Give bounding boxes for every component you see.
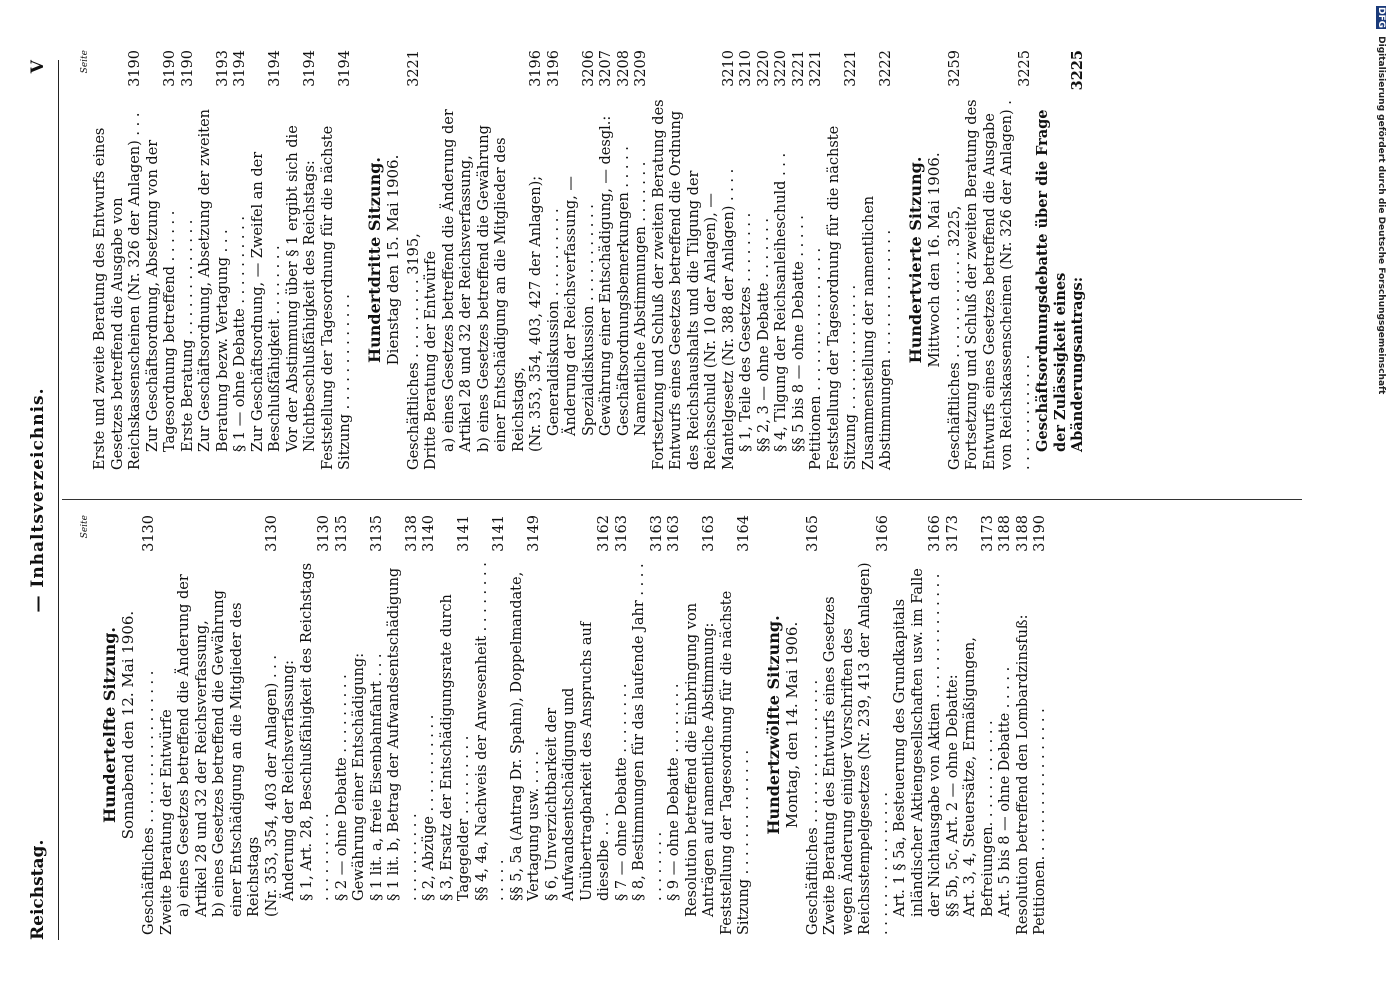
toc-entry-page: 3138	[403, 515, 420, 552]
toc-entry-text: §§ 2, 3 — ohne Debatte . . . . . . .	[755, 218, 772, 452]
toc-entry-text: § 1 lit. b, Betrag der Aufwandsentschädigung . . . . . . . . . .	[386, 567, 420, 901]
toc-entry-text: Geschäftsordnungsbemerkungen . . . . .	[615, 146, 632, 436]
toc-entry-page: 3210	[720, 50, 737, 87]
column-divider	[62, 499, 1302, 500]
toc-entry-text: Geschäftliches . . . . . . . . . . . . . . . .	[804, 679, 821, 935]
toc-entry-page: 3135	[368, 515, 385, 552]
toc-entry-text: Zur Geschäftsordnung, Absetzung von der Tagesordnung betreffend . . . . . .	[144, 139, 178, 452]
toc-entry	[176, 515, 211, 935]
toc-entry	[616, 50, 634, 470]
toc-entry	[947, 50, 965, 470]
toc-entry-text: Zweite Beratung der Entwürfe	[158, 709, 175, 935]
toc-entry-page: 3225	[1016, 50, 1033, 87]
toc-entry-page: 3190	[179, 50, 196, 87]
toc-entry-page: 3163	[666, 515, 682, 552]
toc-entry	[232, 50, 250, 470]
toc-entry	[320, 50, 355, 470]
toc-entry-text: Geschäftsordnungsdebatte über die Frage der Zulässigkeit eines Abänderungsantrags:	[1034, 109, 1086, 452]
toc-entry-text: § 8, Bestimmungen für das laufende Jahr . . . . . . . . . . . .	[631, 563, 665, 901]
toc-entry	[805, 515, 823, 935]
toc-entry-page: 3220	[755, 50, 772, 87]
toc-entry-page: 3140	[421, 515, 437, 552]
toc-entry	[439, 515, 474, 935]
toc-entry-page: 3196	[528, 50, 544, 87]
toc-entry-text: Generaldiskussion . . . . . . . . . .	[545, 208, 562, 436]
toc-entry	[474, 515, 509, 935]
toc-entry-page: 3220	[773, 50, 789, 87]
dfg-logo: DFG	[1376, 7, 1386, 29]
toc-entry-text: Namentliche Abstimmungen . . . . . . .	[633, 161, 649, 436]
session-date: Montag, den 14. Mai 1906.	[782, 621, 801, 829]
toc-entry-text: Zur Geschäftsordnung, — Zweifel an der Beschlußfähigkeit . . . . . . . .	[249, 151, 283, 452]
toc-entry-text: § 9 — ohne Debatte . . . . . . . .	[666, 683, 682, 901]
toc-entry-page: 3162	[596, 515, 612, 552]
toc-entry	[1034, 50, 1087, 470]
toc-entry	[1032, 515, 1050, 935]
toc-entry	[476, 50, 529, 470]
header-left: Reichstag.	[28, 839, 48, 940]
toc-entry-page: 3221	[808, 50, 824, 87]
seite-label: Seite	[80, 50, 90, 74]
toc-entry	[997, 515, 1015, 935]
toc-entry-text: Vor der Abstimmung über § 1 ergibt sich die Nichtbeschlußfähigkeit des Reichstags:	[284, 125, 318, 452]
toc-entry	[719, 515, 754, 935]
toc-entry-page: 3259	[946, 50, 963, 87]
toc-entry	[92, 50, 145, 470]
toc-entry-text: §§ 5b, 5c, Art. 2 — ohne Debatte:	[944, 674, 961, 917]
toc-entry-page: 3190	[1032, 515, 1048, 552]
toc-entry-text: Geschäftliches . . . . . . . . . 3195,	[405, 233, 422, 470]
toc-entry-page: 3130	[316, 515, 332, 552]
toc-entry-page: 3208	[615, 50, 632, 87]
toc-entry-page: 3225	[1069, 50, 1086, 91]
toc-entry	[826, 50, 861, 470]
toc-entry-text: Feststellung der Tagesordnung für die nächste Sitzung . . . . . . . . . . . . . .	[825, 125, 859, 470]
toc-entry-text: § 1 — ohne Debatte . . . . . . . . . .	[232, 216, 248, 452]
header-rule	[58, 60, 59, 940]
toc-entry-text: Art. 1 § 5a, Besteuerung des Grundkapitals inländischer Aktiengesellschaften usw. im Falle der Nichtausgabe von Aktien . . . . . . . . . . . . . .	[892, 568, 943, 917]
toc-entry-text: (Nr. 353, 354, 403, 427 der Anlagen);	[528, 175, 544, 452]
toc-entry-text: § 1, Art. 28, Beschlußfähigkeit des Reichstags . . . . . . . . . .	[298, 562, 332, 901]
toc-entry-page: 3207	[598, 50, 614, 87]
seite-label: Seite	[80, 515, 90, 539]
header-title: — Inhaltsverzeichnis.	[28, 387, 48, 613]
toc-entry-text: Geschäftliches . . . . . . . . . . . . . . . . .	[141, 670, 157, 935]
toc-entry	[892, 515, 945, 935]
toc-entry-text: Geschäftliches . . . . . . . . . . . . 3225,	[946, 205, 963, 470]
session-heading: Hundertvierte Sitzung.	[905, 156, 925, 364]
credit-line	[1372, 6, 1386, 986]
toc-entry-page: 3166	[874, 515, 891, 552]
toc-entry-page: 3163	[701, 515, 717, 552]
toc-entry-page: 3164	[736, 515, 752, 552]
toc-entry-page: 3222	[878, 50, 894, 87]
toc-entry	[563, 50, 598, 470]
toc-entry	[773, 50, 791, 470]
toc-entry	[406, 50, 424, 470]
right-column	[80, 50, 1087, 470]
toc-entry-text: Gewährung einer Entschädigung, — desgl.:	[598, 115, 614, 436]
page-number: V	[28, 60, 48, 74]
toc-entry-text: Feststellung der Tagesordnung für die nächste Sitzung . . . . . . . . . . . . .	[319, 125, 353, 470]
toc-entry-text: § 1, Teile des Gesetzes . . . . . . . .	[738, 212, 754, 452]
toc-entry-page: 3194	[232, 50, 248, 87]
toc-entry-text: §§ 5, 5a (Antrag Dr. Spahn), Doppelmandate, Vertagung usw. . . . .	[508, 571, 542, 901]
toc-entry	[421, 515, 439, 935]
toc-entry-page: 3190	[162, 50, 178, 87]
page-header	[28, 60, 50, 940]
toc-entry-text: §§ 4, 4a, Nachweis der Anwesenheit . . . . . . . . . . . . .	[473, 562, 507, 901]
toc-entry-page: 3188	[997, 515, 1013, 552]
toc-entry-text: Resolution betreffend die Einbringung von Anträgen auf namentliche Abstimmung:	[683, 602, 717, 917]
toc-entry	[651, 50, 739, 470]
toc-entry-text: Erste und zweite Beratung des Entwurfs eines Gesetzes betreffend die Ausgabe von Reichskassenscheinen (Nr. 326 der Anlagen) . . .	[92, 112, 143, 470]
toc-entry-text: Gewährung einer Entschädigung:	[351, 652, 367, 901]
toc-entry	[285, 50, 320, 470]
toc-entry-page: 3206	[580, 50, 597, 87]
toc-entry	[964, 50, 1034, 470]
toc-entry	[369, 515, 387, 935]
toc-entry	[299, 515, 334, 935]
toc-entry-text: Zur Geschäftsordnung, Absetzung der zweiten Beratung bezw. Vertagung . . .	[197, 109, 231, 452]
toc-entry-page: 3196	[545, 50, 562, 87]
toc-entry	[631, 515, 666, 935]
session-date: Mittwoch den 16. Mai 1906.	[924, 152, 943, 368]
toc-entry	[423, 50, 441, 470]
toc-entry-text: Petitionen . . . . . . . . . . . . . . . .	[808, 247, 824, 470]
toc-entry-page: 3130	[141, 515, 157, 552]
toc-entry-text: §§ 5 bis 8 — ohne Debatte . . . . .	[790, 215, 807, 452]
toc-entry-text: (Nr. 353, 354, 403 der Anlagen) . . .	[263, 655, 280, 917]
toc-entry-text: a) eines Gesetzes betreffend die Änderung der Artikel 28 und 32 der Reichsverfassung,	[440, 109, 474, 452]
toc-entry	[962, 515, 997, 935]
toc-entry-page: 3210	[738, 50, 754, 87]
toc-entry	[386, 515, 421, 935]
toc-entry	[791, 50, 809, 470]
toc-entry-page: 3221	[843, 50, 859, 87]
toc-entry-text: Fortsetzung und Schluß der zweiten Beratung des Entwurfs eines Gesetzes betreffend die Ausgabe von Reichskassenscheinen (Nr. 326 der Anlagen) . . . . . . . . . . . . . .	[964, 99, 1033, 470]
toc-entry-page: 3163	[648, 515, 665, 552]
toc-entry-text: Fortsetzung und Schluß der zweiten Beratung des Entwurfs eines Gesetzes betreffend die Ordnung des Reichshaushalts und die Tilgung der Reichsschuld (Nr. 10 der Anlagen), — Mantelgesetz (Nr. 388 der Anlagen) . . . .	[650, 99, 737, 470]
toc-entry-text: Art. 3, 4, Steuersätze, Ermäßigungen, Befreiungen. . . . . . . . . . . .	[962, 637, 996, 917]
toc-entry	[756, 50, 774, 470]
toc-entry	[264, 515, 282, 935]
toc-entry	[1015, 515, 1033, 935]
toc-entry-text: Petitionen. . . . . . . . . . . . . . . . .	[1032, 708, 1048, 935]
toc-entry-page: 3149	[526, 515, 542, 552]
toc-entry-text: Änderung der Reichsverfassung:	[281, 659, 297, 901]
toc-entry	[544, 515, 614, 935]
toc-entry-text: Dritte Beratung der Entwürfe	[423, 250, 439, 470]
toc-entry	[633, 50, 651, 470]
toc-entry-text: Änderung der Reichsverfassung, — Spezialdiskussion . . . . . . . . . . .	[563, 176, 597, 436]
toc-entry	[666, 515, 684, 935]
toc-entry-text: Resolution betreffend den Lombardzinsfuß:	[1014, 614, 1031, 935]
toc-entry	[141, 515, 159, 935]
toc-entry-text: Zusammenstellung der namentlichen Abstimmungen . . . . . . . . . . . . . .	[860, 195, 894, 470]
toc-entry-page: 3166	[927, 515, 943, 552]
toc-entry-page: 3221	[790, 50, 807, 87]
toc-entry-page: 3173	[979, 515, 996, 552]
toc-entry-text: Art. 5 bis 8 — ohne Debatte . . . . .	[997, 666, 1013, 917]
toc-entry	[197, 50, 232, 470]
toc-entry	[281, 515, 299, 935]
toc-entry	[180, 50, 198, 470]
toc-entry-page: 3141	[456, 515, 472, 552]
toc-entry-page: 3190	[127, 50, 143, 87]
session-heading: Hundertelfte Sitzung.	[100, 627, 119, 823]
toc-entry-page: 3173	[944, 515, 961, 552]
toc-entry	[250, 50, 285, 470]
toc-entry-text: § 1 lit. a, freie Eisenbahnfahrt . . .	[368, 653, 385, 901]
toc-entry-text: § 7 — ohne Debatte . . . . . . . .	[613, 683, 630, 901]
session-date: Sonnabend den 12. Mai 1906.	[119, 610, 137, 840]
toc-entry-page: 3163	[613, 515, 630, 552]
toc-entry	[351, 515, 369, 935]
toc-entry	[145, 50, 180, 470]
toc-entry-page: 3194	[337, 50, 353, 87]
toc-entry-text: § 6, Unverzichtbarkeit der Aufwandsentschädigung und Unübertragbarkeit des Anspruchs auf dieselbe . . .	[543, 621, 612, 901]
session-heading: Hundertzwölfte Sitzung.	[763, 615, 783, 835]
toc-entry	[528, 50, 546, 470]
toc-entry	[441, 50, 476, 470]
toc-entry	[509, 515, 544, 935]
toc-entry-page: 3130	[263, 515, 280, 552]
toc-entry-page: 3194	[267, 50, 283, 87]
toc-entry-text: b) eines Gesetzes betreffend die Gewährung einer Entschädigung an die Mitglieder des Reichstags,	[475, 125, 527, 452]
left-column	[80, 515, 1050, 935]
toc-entry-page: 3165	[804, 515, 821, 552]
toc-entry	[614, 515, 632, 935]
toc-entry-text: § 2, Abzüge . . . . . . . . . . .	[421, 714, 437, 901]
toc-entry-text: Zweite Beratung des Entwurfs eines Gesetzes wegen Änderung einiger Vorschriften des Reichsstempelgesetzes (Nr. 239, 413 der Anlagen) . . . . . . . . . . . . . . . .	[822, 562, 891, 935]
session-heading: Hundertdritte Sitzung.	[364, 157, 384, 363]
toc-entry-page: 3193	[214, 50, 231, 87]
toc-entry	[598, 50, 616, 470]
toc-entry-page: 3194	[302, 50, 318, 87]
toc-entry	[738, 50, 756, 470]
toc-entry	[334, 515, 352, 935]
toc-entry-text: a) eines Gesetzes betreffend die Änderung der Artikel 28 und 32 der Reichsverfassung,	[176, 574, 210, 917]
toc-entry	[808, 50, 826, 470]
toc-entry	[211, 515, 264, 935]
toc-entry-text: § 4, Tilgung der Reichsanleiheschuld . . .	[773, 152, 789, 452]
toc-entry	[684, 515, 719, 935]
toc-entry	[822, 515, 892, 935]
toc-entry-page: 3188	[1014, 515, 1031, 552]
toc-entry-text: § 2 — ohne Debatte . . . . . . . . .	[333, 674, 350, 901]
toc-entry	[861, 50, 896, 470]
toc-entry	[945, 515, 963, 935]
toc-entry-page: 3209	[633, 50, 649, 87]
session-date: Dienstag den 15. Mai 1906.	[383, 154, 402, 366]
toc-entry-text: Erste Beratung . . . . . . . . . . . . .	[179, 219, 196, 452]
toc-entry-text: § 3, Ersatz der Entschädigungsrate durch Tagegelder . . . . . . . . .	[438, 594, 472, 901]
toc-entry	[159, 515, 177, 935]
toc-entry-page: 3135	[333, 515, 350, 552]
toc-entry-text: b) eines Gesetzes betreffend die Gewährung einer Entschädigung an die Mitglieder des Reichstags	[211, 590, 262, 917]
toc-entry-page: 3221	[405, 50, 422, 87]
toc-entry-page: 3141	[491, 515, 507, 552]
credit-text: Digitalisierung gefördert durch die Deutsche Forschungsgemeinschaft	[1376, 36, 1386, 395]
toc-entry	[546, 50, 564, 470]
toc-entry-text: Feststellung der Tagesordnung für die nächste Sitzung . . . . . . . . . . . . . .	[718, 590, 752, 935]
